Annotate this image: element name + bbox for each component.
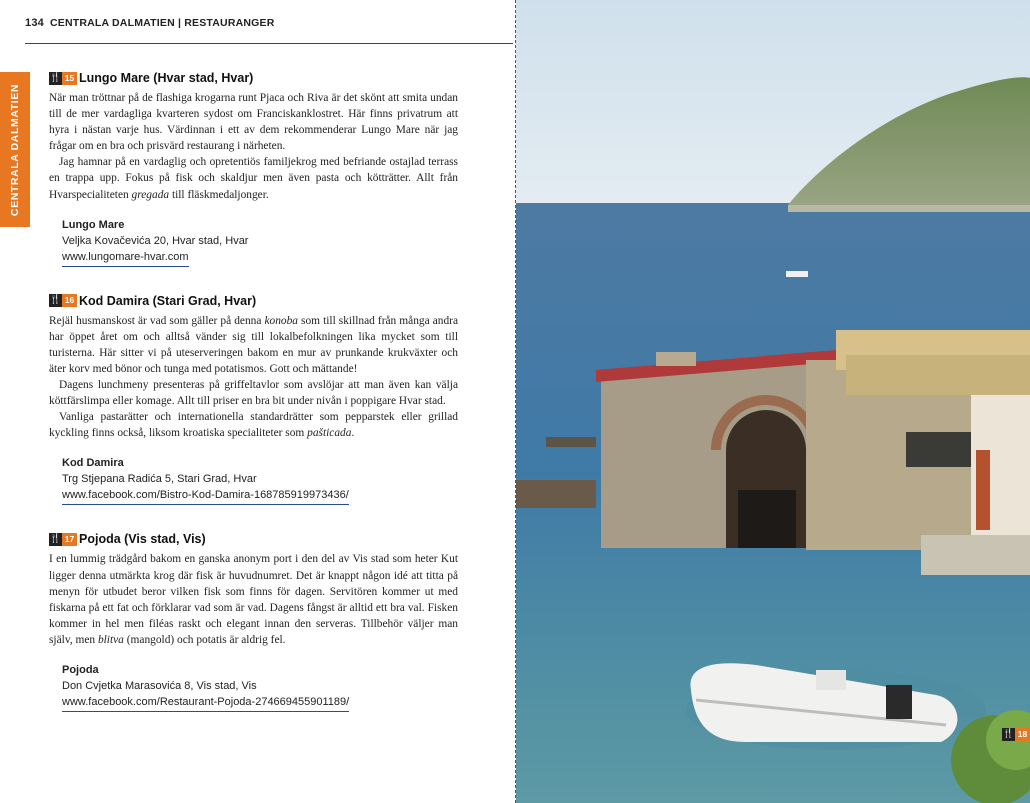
paragraph-text: Rejäl husmanskost är vad som gäller på denna bbox=[49, 314, 265, 327]
restaurant-entry bbox=[49, 293, 458, 506]
entry-info bbox=[62, 662, 458, 712]
paragraph bbox=[49, 551, 458, 648]
entry-number: 17 bbox=[62, 533, 77, 546]
harbor-photo bbox=[516, 0, 1030, 803]
paragraph-text: När man tröttnar på de flashiga krogarna runt Pjaca och Riva är det skönt att smita undan till de mer vardagliga kvarteren sydost om Franciskanklostret. Här finns privatrum att hyra i nästan varje hus. Värdinnan i ett av dem rekommenderar Lungo Mare när jag frågar om en bra och prisvärd restaurang i närheten. bbox=[49, 92, 458, 153]
paragraph-text: Jag hamnar på en vardaglig och opretentiös familjekrog med befriande ostajlad terrass en trappa upp. Fokus på fisk och skaldjur men även pasta och kötträtter. Allt från Hvarspecialiteten bbox=[49, 156, 458, 201]
entry-badge bbox=[49, 294, 77, 307]
entry-title bbox=[49, 531, 458, 547]
info-address: Don Cvjetka Marasovića 8, Vis stad, Vis bbox=[62, 679, 257, 692]
italic-term: konoba bbox=[264, 314, 298, 327]
entry-title bbox=[49, 70, 458, 86]
info-name: Pojoda bbox=[62, 663, 99, 676]
entry-body bbox=[49, 313, 458, 442]
entry-body bbox=[49, 551, 458, 648]
entry-badge bbox=[49, 533, 77, 546]
restaurant-list bbox=[49, 70, 458, 712]
entry-title-text: Lungo Mare (Hvar stad, Hvar) bbox=[79, 71, 254, 85]
paragraph-text: som till skillnad från många andra har öppet året om och alltså vänder sig till lokalbefolkningen lika mycket som till turisterna. Här sitter vi på uteserveringen bakom en mur av prunkande krukväxter och äter korv med bönor och tunga med potatismos. Gott och mättande! bbox=[49, 314, 459, 375]
running-title: CENTRALA DALMATIEN | RESTAURANGER bbox=[49, 17, 275, 29]
chapter-side-tab-label: CENTRALA DALMATIEN bbox=[9, 83, 21, 216]
page-number: 134 bbox=[25, 17, 44, 29]
photo-illustration bbox=[516, 0, 1030, 803]
paragraph bbox=[49, 377, 458, 409]
info-address: Trg Stjepana Radića 5, Stari Grad, Hvar bbox=[62, 473, 257, 486]
chapter-side-tab bbox=[0, 72, 30, 227]
info-address: Veljka Kovačevića 20, Hvar stad, Hvar bbox=[62, 234, 249, 247]
photo-badge-number: 18 bbox=[1015, 728, 1030, 741]
info-url-link[interactable]: www.lungomare-hvar.com bbox=[62, 249, 189, 267]
fork-knife-icon: 🍴 bbox=[49, 533, 62, 544]
paragraph bbox=[49, 409, 458, 441]
fork-knife-icon: 🍴 bbox=[49, 72, 62, 83]
entry-title-text: Kod Damira (Stari Grad, Hvar) bbox=[79, 293, 257, 308]
entry-title bbox=[49, 293, 458, 309]
entry-info bbox=[62, 455, 458, 505]
paragraph-text: . bbox=[351, 427, 355, 440]
italic-term: gregada bbox=[131, 188, 170, 201]
restaurant-entry bbox=[49, 531, 458, 712]
entry-number: 15 bbox=[62, 72, 77, 85]
entry-number: 16 bbox=[62, 294, 77, 307]
paragraph-text: I en lummig trädgård bakom en ganska anonym port i den del av Vis stad som heter Kut ligger denna utmärkta krog där fisk är huvudnumret. Det är knappt någon idé att titta på menyn för utbudet beror vilken fisk som finns för dagen. Servitören kommer ut med fiskarna på ett fat och förklarar vad som är vad. Dagens fångst är alltid ett bra val. Fisken kommer in hel men filéas raskt och elegant innan den serveras. Tillbehör väljer man själv, men bbox=[49, 553, 458, 646]
photo-badge bbox=[1002, 728, 1030, 741]
paragraph-text: Vanliga pastarätter och internationella standardrätter som pepparstek eller grillad kyckling finns också, liksom kroatiska specialiteter som bbox=[49, 411, 458, 440]
fork-knife-icon: 🍴 bbox=[49, 295, 62, 306]
fork-knife-icon: 🍴 bbox=[1002, 729, 1015, 739]
entry-body bbox=[49, 90, 458, 203]
info-name: Kod Damira bbox=[62, 457, 124, 470]
info-name: Lungo Mare bbox=[62, 218, 125, 231]
paragraph-text: (mangold) och potatis är aldrig fel. bbox=[123, 633, 286, 646]
paragraph bbox=[49, 313, 458, 377]
info-url-link[interactable]: www.facebook.com/Bistro-Kod-Damira-168785919973436/ bbox=[62, 487, 349, 505]
restaurant-entry bbox=[49, 70, 458, 267]
italic-term: blitva bbox=[97, 633, 124, 646]
entry-badge bbox=[49, 72, 77, 85]
paragraph-text: Dagens lunchmeny presenteras på griffeltavlor som avslöjar att man även kan välja köttfärslimpa eller komage. Allt till priser en bra bit under nivån i poppigare Hvar stad. bbox=[49, 379, 458, 408]
entry-title-text: Pojoda (Vis stad, Vis) bbox=[79, 532, 206, 547]
page-header bbox=[25, 17, 513, 44]
paragraph-text: till fläskmedaljonger. bbox=[169, 188, 269, 201]
entry-info bbox=[62, 217, 458, 267]
paragraph bbox=[49, 90, 458, 154]
paragraph bbox=[49, 154, 458, 202]
info-url-link[interactable]: www.facebook.com/Restaurant-Pojoda-274669455901189/ bbox=[62, 694, 349, 712]
italic-term: pašticada bbox=[307, 427, 352, 440]
